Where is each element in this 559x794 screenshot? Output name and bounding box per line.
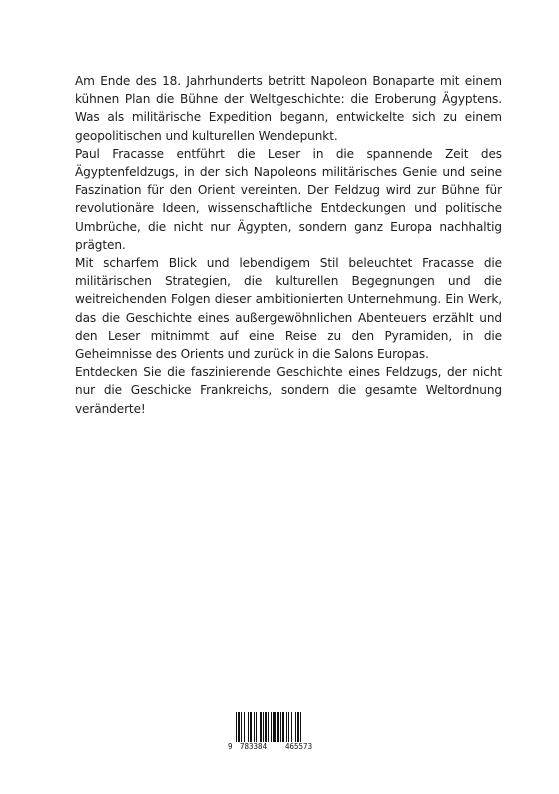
barcode-bar <box>295 712 296 742</box>
barcode-right-group: 465573 <box>285 742 313 751</box>
paragraph-intro: Am Ende des 18. Jahrhunderts betritt Napoleon Bonaparte mit einem kühnen Plan die Bühne der Weltgeschichte: die Eroberung Ägyptens. Was als militärische Expedition begann, entwickelte sich zu einem geopolitischen und kulturellen Wendepunkt. <box>75 74 502 143</box>
barcode-bar <box>265 712 267 742</box>
barcode-bar <box>277 712 279 742</box>
barcode-bar <box>282 712 284 742</box>
barcode-bar <box>248 712 249 742</box>
barcode-bar <box>260 712 262 742</box>
barcode-bar <box>271 712 272 742</box>
barcode-bar <box>280 712 281 742</box>
barcode-bar <box>291 712 292 742</box>
barcode-bar <box>288 712 289 742</box>
barcode-bar <box>236 712 237 742</box>
barcode-bar <box>300 712 301 742</box>
barcode-bar <box>268 712 269 742</box>
back-cover-text <box>75 72 502 418</box>
barcode-digits <box>228 740 332 753</box>
barcode-bar <box>263 712 264 742</box>
barcode-left-group: 783384 <box>240 742 268 751</box>
barcode-bars <box>228 712 332 742</box>
paragraph-closing: Entdecken Sie die faszinierende Geschichte eines Feldzugs, der nicht nur die Geschicke Frankreichs, sondern die gesamte Weltordnung veränderte! <box>75 365 502 416</box>
paragraph-author: Paul Fracasse entführt die Leser in die spannende Zeit des Ägyptenfeldzugs, in der sich Napoleons militärisches Genie und seine Faszination für den Orient vereinten. Der Feldzug wird zur Bühne für revolutionäre Ideen, wissenschaftliche Entdeckungen und politische Umbrüche, die nicht nur Ägypten, sondern ganz Europa nachhaltig prägten. <box>75 146 502 252</box>
isbn-barcode <box>228 712 332 754</box>
barcode-bar <box>238 712 240 742</box>
barcode-bar <box>256 712 257 742</box>
barcode-bar <box>254 712 255 742</box>
barcode-bar <box>286 712 287 742</box>
barcode-bar <box>244 712 245 742</box>
barcode-bar <box>241 712 242 742</box>
barcode-bar <box>250 712 252 742</box>
paragraph-style: Mit scharfem Blick und lebendigem Stil beleuchtet Fracasse die militärischen Strategien, die kulturellen Begegnungen und die weitreichenden Folgen dieser ambitionierten Unternehmung. Ein Werk, das die Geschichte eines außergewöhnlichen Abenteuers erzählt und den Leser mitnimmt auf eine Reise zu den Pyramiden, in die Geheimnisse des Orients und zurück in die Salons Europas. <box>75 256 502 362</box>
barcode-bar <box>273 712 276 742</box>
barcode-bar <box>297 712 299 742</box>
barcode-first-digit: 9 <box>228 742 233 751</box>
